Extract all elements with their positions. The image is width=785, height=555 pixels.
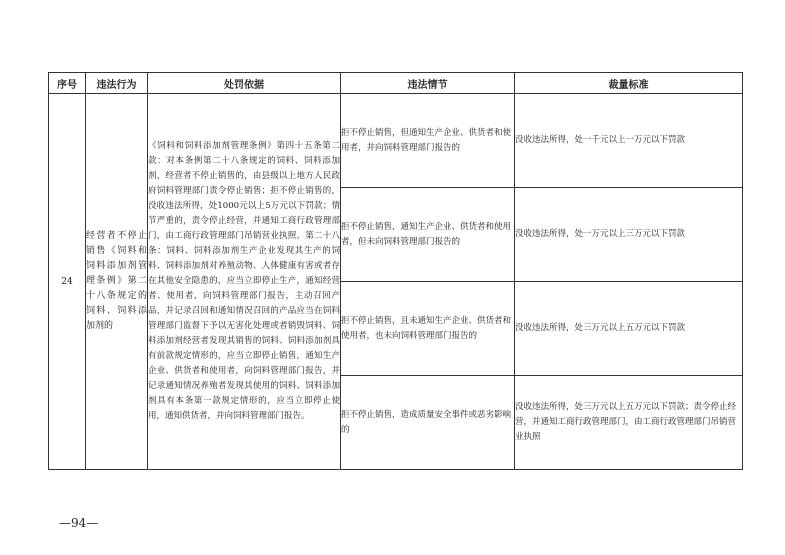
header-act: 违法行为 xyxy=(86,73,148,94)
header-standard: 裁量标准 xyxy=(515,73,743,94)
row-number: 24 xyxy=(49,94,86,470)
standard-cell: 没收违法所得，处一万元以上三万元以下罚款 xyxy=(515,188,743,282)
standard-cell: 没收违法所得，处三万元以上五万元以下罚款；责令停止经营，并通知工商行政管理部门，由工商行政管理部门吊销营业执照 xyxy=(515,376,743,470)
standard-cell: 没收违法所得，处一千元以上一万元以下罚款 xyxy=(515,94,743,188)
header-row xyxy=(49,73,743,94)
regulation-table xyxy=(48,72,743,470)
penalty-basis: 《饲料和饲料添加剂管理条例》第四十五条第二款：对本条例第二十八条规定的饲料、饲料添加剂，经营者不停止销售的，由县级以上地方人民政府饲料管理部门责令停止销售；拒不停止销售的，没收违法所得，处1000元以上5万元以下罚款；情节严重的，责令停止经营，并通知工商行政管理部门，由工商行政管理部门吊销营业执照。第二十八条：饲料、饲料添加剂生产企业发现其生产的饲料、饲料添加剂对养殖动物、人体健康有害或者存在其他安全隐患的，应当立即停止生产，通知经营者、使用者，向饲料管理部门报告，主动召回产品，并记录召回和通知情况召回的产品应当在饲料管理部门监督下予以无害化处理或者销毁饲料、饲料添加剂经营者发现其销售的饲料、饲料添加剂具有前款规定情形的，应当立即停止销售，通知生产企业、供货者和使用者，向饲料管理部门报告，并记录通知情况养殖者发现其使用的饲料、饲料添加剂具有本条第一款规定情形的，应当立即停止使用，通知供货者，并向饲料管理部门报告。 xyxy=(148,94,341,470)
violation-act: 经营者不停止销售《饲料和饲料添加剂管理条例》第二十八条规定的饲料、饲料添加剂的 xyxy=(86,94,148,470)
circumstance-cell: 拒不停止销售，造成质量安全事件或恶劣影响的 xyxy=(341,376,515,470)
circumstance-cell: 拒不停止销售，通知生产企业、供货者和使用者，但未向饲料管理部门报告的 xyxy=(341,188,515,282)
header-basis: 处罚依据 xyxy=(148,73,341,94)
header-circumstance: 违法情节 xyxy=(341,73,515,94)
table-row xyxy=(49,94,743,188)
circumstance-cell: 拒不停止销售，但通知生产企业、供货者和使用者，并向饲料管理部门报告的 xyxy=(341,94,515,188)
circumstance-cell: 拒不停止销售，且未通知生产企业、供货者和使用者，也未向饲料管理部门报告的 xyxy=(341,282,515,376)
page-number: —94— xyxy=(59,516,99,530)
standard-cell: 没收违法所得，处三万元以上五万元以下罚款 xyxy=(515,282,743,376)
header-no: 序号 xyxy=(49,73,86,94)
